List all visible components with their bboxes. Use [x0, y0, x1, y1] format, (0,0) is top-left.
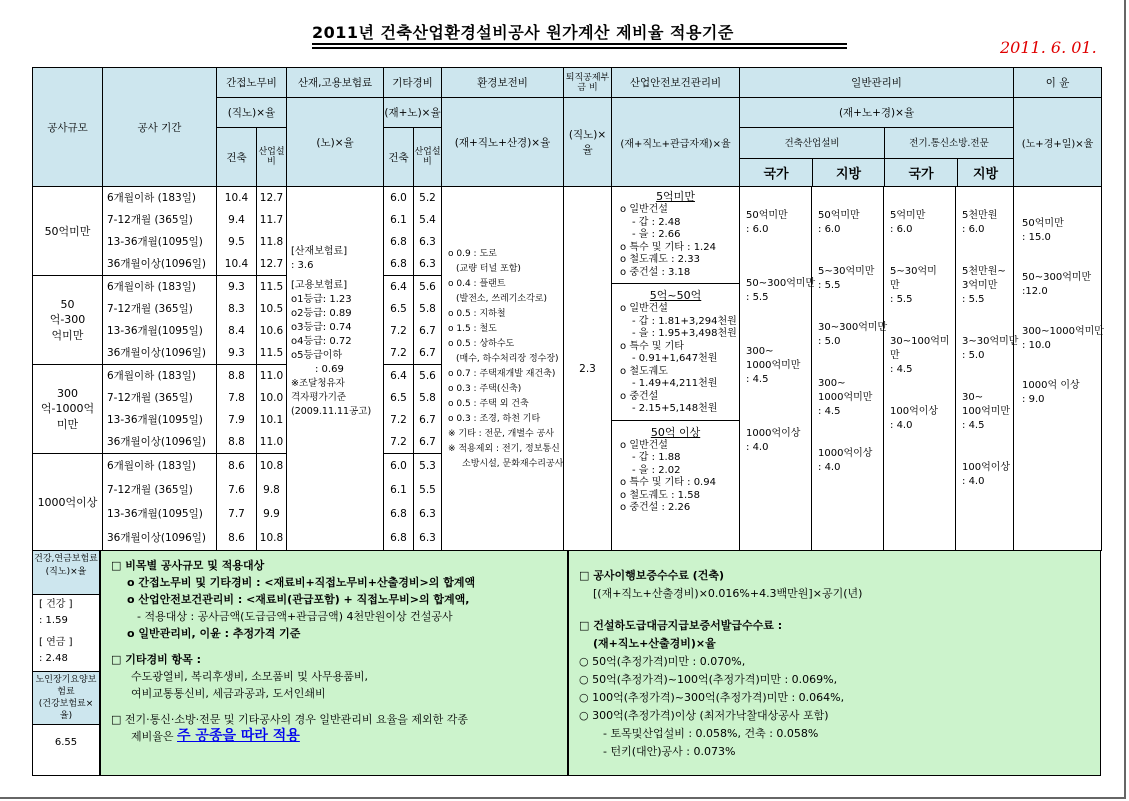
rate-cell-op: 6.3 — [419, 532, 436, 544]
general-text: : 4.5 — [890, 364, 913, 375]
rate-cell-lb: 8.6 — [228, 532, 245, 544]
note-line-3: - 적용대상 : 공사금액(도급금액+관급금액) 4천만원이상 건설공사 — [137, 610, 453, 623]
labor-plant-column — [257, 187, 287, 551]
general-entry — [818, 447, 883, 475]
insurance-line: o1등급: 1.23 — [291, 294, 352, 305]
general-text: 50~300억미만 — [746, 278, 816, 289]
safety-line: - 을 : 2.66 — [632, 229, 681, 240]
general-text: 3억미만 — [962, 280, 998, 291]
env-line: o 0.5 : 주택 외 건축 — [448, 399, 529, 409]
profit-formula: (노+경+일)×율 — [1014, 98, 1102, 187]
env-line: (교량 터널 포함) — [456, 264, 521, 274]
profit-text: : 10.0 — [1022, 340, 1051, 351]
general-text: 1000억이상 — [818, 448, 873, 459]
general-text: : 6.0 — [746, 224, 769, 235]
general-text: : 6.0 — [890, 224, 913, 235]
rate-cell-lb: 9.5 — [228, 236, 245, 248]
safety-line: o 중건설 : 2.26 — [620, 502, 691, 513]
rate-cell-op: 6.3 — [419, 236, 436, 248]
title-underline — [312, 43, 847, 49]
rate-cell-ob: 6.4 — [390, 281, 407, 293]
insurance-line: o3등급: 0.74 — [291, 322, 352, 333]
gen-build-local: 지방 — [813, 159, 885, 186]
other-formula: (재+노)×율 — [384, 98, 442, 128]
rate-cell-op: 6.7 — [419, 325, 436, 337]
safety-line: o 특수 및 기타 : 1.24 — [620, 241, 716, 253]
rate-cell-lp: 10.8 — [259, 532, 284, 544]
labor-build-head: 건축 — [217, 128, 257, 187]
profit-entry — [1022, 217, 1101, 245]
health-value: : 1.59 — [39, 615, 68, 626]
general-text: 5~30억미 — [890, 266, 937, 277]
safety-line: - 을 : 1.95+3,498천원 — [632, 328, 737, 339]
rate-cell-ob: 6.5 — [390, 392, 407, 404]
bond-heading: □ 공사이행보증수수료 (건축) — [579, 569, 724, 582]
bond-formula: [(재+직노+산출경비)×0.016%+4.3백만원]×공기(년) — [593, 587, 863, 600]
rate-cell-op: 6.3 — [419, 508, 436, 520]
general-text: 50억미만 — [818, 210, 860, 221]
general-entry — [962, 391, 1013, 433]
env-line: o 0.7 : 주택재개발 재건축) — [448, 369, 556, 379]
profit-entry — [1022, 271, 1101, 299]
rate-cell-ob: 6.0 — [390, 460, 407, 472]
rate-cell-ob: 6.4 — [390, 370, 407, 382]
care-formula: (건강보험료×율) — [38, 699, 94, 721]
health-label: [ 건강 ] — [39, 599, 73, 610]
env-formula: (재+직노+산경)×율 — [442, 98, 564, 187]
general-text: 만 — [890, 350, 900, 361]
general-text: : 5.0 — [962, 350, 985, 361]
insurance-line: o2등급: 0.89 — [291, 308, 352, 319]
gen-elec-head: 전기.통신소방.전문 — [909, 137, 989, 149]
rate-cell-lb: 10.4 — [217, 253, 256, 276]
health-formula: (직노)×율 — [45, 567, 87, 577]
rate-cell-op: 6.7 — [414, 342, 441, 365]
rate-cell-ob: 6.8 — [390, 532, 407, 544]
general-text: 30~300억미만 — [818, 322, 888, 333]
rate-cell-ob: 6.1 — [390, 484, 407, 496]
safety-block — [612, 420, 739, 519]
rate-cell-ob: 6.5 — [390, 303, 407, 315]
profit-text: 1000억 이상 — [1022, 380, 1080, 391]
note-line-2: o 산업안전보건관리비 : <재료비(관급포함) + 직접노무비>의 합계액, — [127, 593, 470, 606]
profit-text: 300~1000억미만 — [1022, 326, 1104, 337]
safety-line: o 일반건설 — [620, 303, 668, 314]
period-cell: 6개월이하 (183일) — [107, 281, 196, 293]
profit-text: 50억미만 — [1022, 218, 1064, 229]
rate-cell-op: 5.4 — [419, 214, 436, 226]
gen-elec-local: 지방 — [972, 167, 999, 182]
safety-line: o 일반건설 — [620, 204, 668, 215]
safety-line: - 갑 : 1.88 — [632, 452, 681, 463]
insurance-line: o5등급이하 — [291, 350, 343, 361]
general-entry — [890, 265, 955, 307]
health-head: 건강,연금보험료 — [34, 554, 98, 564]
rate-cell-ob: 7.2 — [384, 342, 413, 365]
rate-cell-lb: 8.3 — [228, 303, 245, 315]
env-line: o 0.5 : 상하수도 — [448, 339, 515, 349]
env-line: o 0.9 : 도로 — [448, 249, 497, 259]
rate-cell-lp: 12.7 — [259, 192, 284, 204]
labor-formula: (직노)×율 — [217, 98, 287, 128]
note-heading-1: □ 비목별 공사규모 및 적용대상 — [111, 559, 265, 572]
general-text: 5천만원~ — [962, 266, 1006, 277]
general-text: : 6.0 — [962, 224, 985, 235]
health-insurance-box — [32, 550, 100, 776]
general-text: : 5.5 — [962, 294, 985, 305]
rate-cell-lb: 7.6 — [228, 484, 245, 496]
scale-column — [33, 187, 103, 551]
note-line-7: 제비율은 — [131, 730, 174, 743]
rate-cell-lp: 11.8 — [259, 236, 284, 248]
rate-cell-ob: 7.2 — [390, 325, 407, 337]
general-entry — [746, 427, 811, 455]
rate-cell-op: 5.6 — [419, 370, 436, 382]
rate-cell-lb: 9.3 — [217, 342, 256, 365]
general-entry — [962, 461, 1013, 489]
pension-label: [ 연금 ] — [39, 637, 73, 648]
rate-cell-lb: 8.8 — [228, 370, 245, 382]
rate-cell-lp: 9.9 — [263, 508, 280, 520]
note-line-1: o 간접노무비 및 기타경비 : <재료비+직접노무비+산출경비>의 합계액 — [127, 576, 476, 589]
rate-cell-lb: 8.4 — [228, 325, 245, 337]
env-line: (발전소, 쓰레기소각로) — [456, 294, 548, 304]
rate-cell-lb: 7.9 — [228, 414, 245, 426]
general-subheader — [740, 128, 1014, 187]
general-entry — [818, 209, 883, 237]
insurance-line: o4등급: 0.72 — [291, 336, 352, 347]
rate-cell-lb: 8.8 — [217, 431, 256, 454]
header-retire: 퇴직공제부 금 비 — [564, 68, 612, 98]
general-text: : 4.0 — [890, 420, 913, 431]
env-line: o 0.3 : 주택(신축) — [448, 384, 522, 394]
period-cell: 36개월이상(1096일) — [103, 342, 216, 365]
header-scale: 공사규모 — [33, 68, 103, 187]
insurance-line: (2009.11.11공고) — [291, 406, 372, 417]
insurance-line: [산재보험료] — [291, 246, 348, 257]
header-general: 일반관리비 — [740, 68, 1014, 98]
period-cell: 13-36개월(1095일) — [107, 236, 203, 248]
general-text: 100억미만 — [962, 406, 1011, 417]
env-line: o 0.5 : 지하철 — [448, 309, 506, 319]
general-text: : 5.5 — [890, 294, 913, 305]
general-text: : 4.0 — [746, 442, 769, 453]
general-entry — [890, 209, 955, 237]
profit-text: : 9.0 — [1022, 394, 1045, 405]
rate-cell-lb: 9.3 — [228, 281, 245, 293]
header-period: 공사 기간 — [103, 68, 217, 187]
env-cell — [442, 187, 564, 551]
insurance-line: 격자평가기준 — [291, 392, 347, 403]
general-text: : 4.0 — [818, 462, 841, 473]
safety-line: - 갑 : 2.48 — [632, 216, 681, 228]
period-cell: 7-12개월 (365일) — [107, 303, 193, 315]
safety-line: - 2.15+5,148천원 — [632, 403, 718, 414]
rate-cell-op: 5.2 — [419, 192, 436, 204]
gen-build-local-cell — [812, 187, 888, 551]
other-plant-head: 산업설비 — [414, 128, 442, 187]
rate-cell-op: 5.5 — [419, 484, 436, 496]
period-cell: 7-12개월 (365일) — [107, 484, 193, 496]
profit-entry — [1022, 325, 1104, 353]
general-text: : 4.0 — [962, 476, 985, 487]
scale-3: 300억-1000억미만 — [33, 365, 102, 454]
subcontract-rate-3: ○ 100억(추정가격)~300억(추정가격)미만 : 0.064%, — [579, 691, 845, 704]
rate-table — [32, 67, 1102, 551]
subcontract-formula: (재+직노+산출경비)×율 — [593, 637, 716, 650]
rate-cell-ob: 6.8 — [384, 253, 413, 276]
rate-cell-op: 6.3 — [414, 253, 441, 276]
profit-text: :12.0 — [1022, 286, 1048, 297]
header-profit: 이 윤 — [1014, 68, 1102, 98]
care-head: 노인장기요양보험료 — [35, 675, 97, 697]
other-plant-column — [414, 187, 442, 551]
period-column — [103, 187, 217, 551]
retire-formula: (직노)×율 — [564, 98, 612, 187]
note-line-4: o 일반관리비, 이윤 : 추정가격 기준 — [127, 627, 301, 640]
gen-elec-state-cell — [884, 187, 956, 551]
period-cell: 13-36개월(1095일) — [107, 414, 203, 426]
period-cell: 7-12개월 (365일) — [107, 214, 193, 226]
general-entry — [962, 335, 1019, 363]
labor-build-column — [217, 187, 257, 551]
general-text: : 4.5 — [818, 406, 841, 417]
notes-left — [100, 550, 568, 776]
note-heading-3: □ 전기·통신·소방·전문 및 기타공사의 경우 일반관리비 요율을 제외한 각종 — [111, 713, 469, 726]
general-text: 300~ — [818, 378, 846, 389]
gen-build-state: 국가 — [740, 159, 813, 186]
rate-cell-lb: 9.4 — [228, 214, 245, 226]
safety-line: o 특수 및 기타 : 0.94 — [620, 477, 716, 488]
period-cell: 13-36개월(1095일) — [107, 508, 203, 520]
safety-head: 5억미만 — [656, 190, 695, 203]
rate-cell-ob: 6.0 — [390, 192, 407, 204]
header-safety: 산업안전보건관리비 — [612, 68, 740, 98]
page-title: 2011년 건축산업환경설비공사 원가계산 제비율 적용기준 — [312, 23, 734, 42]
rate-cell-op: 6.7 — [414, 431, 441, 454]
general-text: 5천만원 — [962, 210, 998, 221]
note-emphasis: 주 공종을 따라 적용 — [177, 728, 300, 744]
notes-right — [568, 550, 1101, 776]
period-cell: 36개월이상(1096일) — [103, 431, 216, 454]
rate-cell-lp: 10.8 — [259, 460, 284, 472]
general-formula: (재+노+경)×율 — [740, 98, 1014, 128]
rate-cell-lp: 11.5 — [259, 281, 284, 293]
other-build-column — [384, 187, 414, 551]
safety-head: 5억~50억 — [649, 289, 702, 302]
rate-cell-op: 5.8 — [419, 392, 436, 404]
general-text: 300~ — [746, 346, 774, 357]
general-entry — [818, 265, 883, 293]
safety-cell — [612, 187, 740, 551]
rate-cell-lp: 10.1 — [259, 414, 284, 426]
subcontract-heading: □ 건설하도급대금지급보증서발급수수료 : — [579, 619, 783, 632]
gen-build-head: 건축산업설비 — [740, 128, 885, 158]
period-cell: 36개월이상(1096일) — [103, 253, 216, 276]
general-text: 5~30억미만 — [818, 266, 875, 277]
rate-cell-lp: 11.7 — [259, 214, 284, 226]
gen-build-state-cell — [740, 187, 816, 551]
rate-cell-op: 5.3 — [419, 460, 436, 472]
profit-cell — [1014, 187, 1102, 551]
period-cell: 6개월이하 (183일) — [107, 370, 196, 382]
general-entry — [746, 345, 811, 387]
period-cell: 13-36개월(1095일) — [107, 325, 203, 337]
general-text: : 5.0 — [818, 336, 841, 347]
rate-cell-lb: 7.8 — [228, 392, 245, 404]
document-date: 2011. 6. 01. — [1000, 38, 1097, 57]
scale-2: 50억-300억미만 — [33, 276, 102, 365]
env-line: o 0.4 : 플랜트 — [448, 279, 506, 289]
safety-line: o 특수 및 기타 — [620, 340, 684, 352]
header-other: 기타경비 — [384, 68, 442, 98]
period-cell: 7-12개월 (365일) — [107, 392, 193, 404]
general-text: 만 — [890, 280, 900, 291]
env-line: ※ 적용제외 : 전기, 정보통신 — [448, 444, 560, 454]
rate-cell-op: 5.8 — [419, 303, 436, 315]
general-text: 100억이상 — [962, 462, 1011, 473]
general-entry — [890, 335, 955, 377]
general-text: 5억미만 — [890, 210, 926, 221]
safety-line: - 을 : 2.02 — [632, 464, 681, 476]
general-text: : 4.5 — [746, 374, 769, 385]
env-line: (매수, 하수처리장 정수장) — [456, 354, 559, 364]
pension-value: : 2.48 — [39, 653, 68, 664]
profit-entry — [1022, 379, 1101, 407]
insurance-cell — [287, 187, 384, 551]
period-cell: 36개월이상(1096일) — [107, 532, 206, 544]
safety-line: - 0.91+1,647천원 — [632, 353, 718, 364]
other-build-head: 건축 — [384, 128, 414, 187]
env-line: o 1.5 : 철도 — [448, 324, 497, 334]
general-entry — [818, 377, 883, 419]
note-line-6: 여비교통통신비, 세금과공과, 도서인쇄비 — [131, 687, 326, 700]
header-insurance: 산재,고용보험료 — [287, 68, 384, 98]
general-text: : 5.5 — [818, 280, 841, 291]
env-line: o 0.3 : 조경, 하천 기타 — [448, 414, 541, 424]
period-cell: 6개월이하 (183일) — [107, 192, 196, 204]
rate-cell-ob: 6.1 — [390, 214, 407, 226]
safety-line: - 1.49+4,211천원 — [632, 378, 718, 389]
rate-cell-lp: 12.7 — [257, 253, 286, 276]
safety-line: - 갑 : 1.81+3,294천원 — [632, 315, 737, 327]
general-text: 3~30억미만 — [962, 336, 1019, 347]
insurance-line: : 3.6 — [291, 260, 314, 271]
safety-formula: (재+직노+관급자재)×율 — [612, 98, 740, 187]
safety-line: o 철도궤도 — [620, 365, 668, 377]
retire-cell: 2.3 — [564, 187, 612, 551]
rate-cell-op: 6.7 — [419, 414, 436, 426]
rate-cell-lp: 11.0 — [259, 370, 284, 382]
safety-head: 50억 이상 — [650, 425, 701, 439]
env-line: ※ 기타 : 전문, 개별수 공사 — [448, 429, 555, 439]
rate-cell-lb: 10.4 — [224, 192, 249, 204]
profit-text: 50~300억미만 — [1022, 272, 1092, 283]
general-entry — [962, 265, 1013, 307]
safety-line: o 일반건설 — [620, 439, 668, 451]
general-text: 1000억이상 — [746, 428, 801, 439]
note-heading-2: □ 기타경비 항목 : — [111, 653, 202, 666]
safety-block — [612, 187, 739, 283]
general-entry — [962, 209, 1013, 237]
rate-cell-ob: 7.2 — [384, 431, 413, 454]
profit-text: : 15.0 — [1022, 232, 1051, 243]
general-text: : 6.0 — [818, 224, 841, 235]
note-line-5: 수도광열비, 복리후생비, 소모품비 및 사무용품비, — [131, 670, 368, 683]
subcontract-rate-2: ○ 50억(추정가격)~100억(추정가격)미만 : 0.069%, — [579, 673, 838, 686]
general-entry — [818, 321, 888, 349]
gen-elec-local-cell — [956, 187, 1019, 551]
safety-line: o 철도궤도 : 1.58 — [620, 489, 700, 501]
general-text: : 5.5 — [746, 292, 769, 303]
labor-plant-head: 산업설비 — [257, 128, 287, 187]
insurance-line: ※조달청유자 — [291, 378, 345, 389]
scale-1: 50억미만 — [33, 187, 102, 276]
general-text: 100억이상 — [890, 406, 939, 417]
general-text: 50억미만 — [746, 210, 788, 221]
safety-line: o 중건설 : 3.18 — [620, 266, 691, 278]
general-text: : 4.5 — [962, 420, 985, 431]
safety-block — [612, 283, 739, 420]
care-value: 6.55 — [54, 737, 78, 748]
header-labor: 간접노무비 — [217, 68, 287, 98]
general-text: 30~100억미 — [890, 336, 950, 347]
env-line: 소방시설, 문화재수리공사 — [462, 459, 564, 469]
general-entry — [890, 405, 955, 433]
safety-line: o 중건설 — [620, 390, 659, 402]
subcontract-rate-5: - 토목및산업설비 : 0.058%, 건축 : 0.058% — [603, 727, 819, 740]
rate-cell-lb: 7.7 — [228, 508, 245, 520]
subcontract-rate-4: ○ 300억(추정가격)이상 (최저가낙찰대상공사 포함) — [579, 709, 829, 722]
insurance-line: : 0.69 — [315, 364, 344, 375]
safety-line: o 철도궤도 : 2.33 — [620, 254, 700, 265]
rate-cell-lp: 11.0 — [257, 431, 286, 454]
general-text: 1000억미만 — [746, 360, 801, 371]
subcontract-rate-1: ○ 50억(추정가격)미만 : 0.070%, — [579, 655, 746, 668]
rate-cell-ob: 7.2 — [390, 414, 407, 426]
general-text: 1000억미만 — [818, 392, 873, 403]
scale-4: 1000억이상 — [37, 496, 98, 509]
rate-cell-op: 5.6 — [419, 281, 436, 293]
rate-cell-lp: 10.0 — [259, 392, 284, 404]
general-text: 30~ — [962, 392, 984, 403]
rate-cell-lp: 9.8 — [263, 484, 280, 496]
subcontract-rate-6: - 턴키(대안)공사 : 0.073% — [603, 745, 736, 758]
header-env: 환경보전비 — [442, 68, 564, 98]
rate-cell-ob: 6.8 — [390, 236, 407, 248]
general-entry — [746, 277, 816, 305]
gen-elec-state: 국가 — [885, 159, 958, 186]
period-cell: 6개월이하 (183일) — [107, 460, 196, 472]
rate-cell-lb: 8.6 — [228, 460, 245, 472]
rate-cell-lp: 10.5 — [259, 303, 284, 315]
insurance-formula: (노)×율 — [287, 98, 384, 187]
general-entry — [746, 209, 811, 237]
rate-cell-ob: 6.8 — [390, 508, 407, 520]
insurance-line: [고용보험료] — [291, 280, 348, 291]
rate-cell-lp: 11.5 — [257, 342, 286, 365]
rate-cell-lp: 10.6 — [259, 325, 284, 337]
